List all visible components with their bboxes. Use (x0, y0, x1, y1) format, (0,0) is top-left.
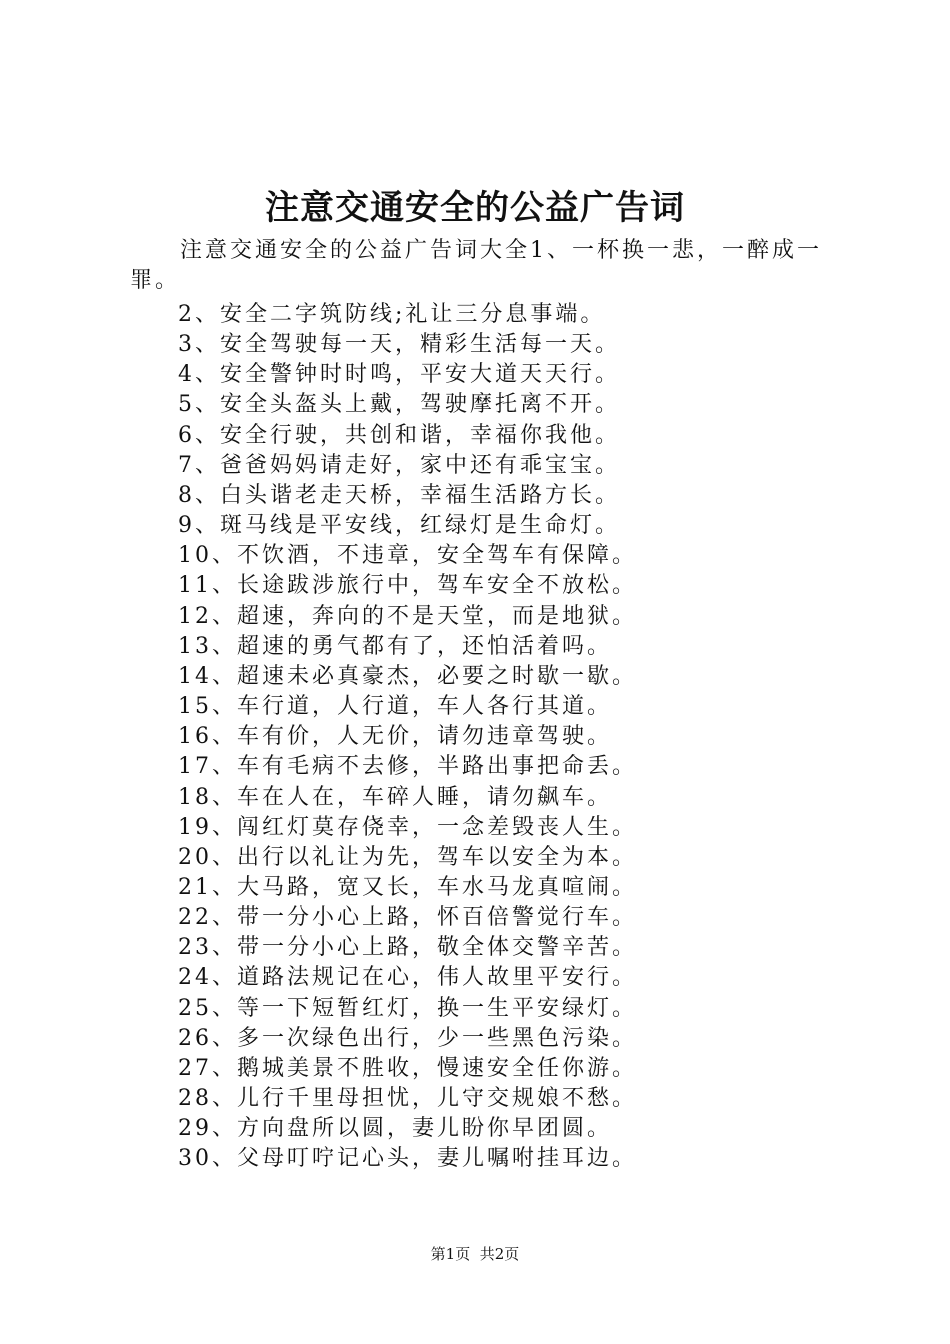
slogan-item: 22、带一分小心上路，怀百倍警觉行车。 (178, 905, 637, 931)
slogan-item: 11、长途跋涉旅行中，驾车安全不放松。 (178, 573, 637, 599)
slogan-item: 25、等一下短暂红灯，换一生平安绿灯。 (178, 995, 637, 1021)
slogan-item: 5、安全头盔头上戴，驾驶摩托离不开。 (178, 392, 620, 418)
slogan-item: 23、带一分小心上路，敬全体交警辛苦。 (178, 935, 637, 961)
slogan-item: 2、安全二字筑防线;礼让三分息事端。 (178, 302, 606, 327)
slogan-item: 17、车有毛病不去修，半路出事把命丢。 (178, 754, 637, 780)
document-title: 注意交通安全的公益广告词 (265, 188, 685, 228)
slogan-item: 10、不饮酒，不违章，安全驾车有保障。 (178, 543, 637, 569)
slogan-item: 28、儿行千里母担忧，儿守交规娘不愁。 (178, 1086, 637, 1112)
page-number: 第1页 (430, 1245, 471, 1263)
slogan-item: 21、大马路，宽又长，车水马龙真喧闹。 (178, 874, 637, 900)
slogan-item: 4、安全警钟时时鸣，平安大道天天行。 (178, 362, 620, 388)
slogan-item: 3、安全驾驶每一天，精彩生活每一天。 (178, 332, 620, 358)
slogan-item: 30、父母叮咛记心头，妻儿嘱咐挂耳边。 (178, 1146, 637, 1172)
page-total: 共2页 (479, 1245, 520, 1263)
slogan-item: 27、鹅城美景不胜收，慢速安全任你游。 (178, 1055, 637, 1081)
slogan-list (178, 300, 858, 1175)
slogan-item: 9、斑马线是平安线，红绿灯是生命灯。 (178, 513, 620, 539)
slogan-item: 18、车在人在，车碎人睡，请勿飙车。 (178, 784, 612, 810)
page-footer (0, 1242, 950, 1266)
slogan-item: 8、白头谐老走天桥，幸福生活路方长。 (178, 482, 620, 508)
intro-paragraph: 注意交通安全的公益广告词大全1、一杯换一悲，一醉成一罪。 (130, 238, 822, 293)
slogan-item: 15、车行道，人行道，车人各行其道。 (178, 694, 612, 720)
slogan-item: 7、爸爸妈妈请走好，家中还有乖宝宝。 (178, 452, 620, 478)
slogan-item: 19、闯红灯莫存侥幸，一念差毁丧人生。 (178, 814, 637, 840)
slogan-item: 6、安全行驶，共创和谐，幸福你我他。 (178, 422, 620, 448)
slogan-item: 12、超速，奔向的不是天堂，而是地狱。 (178, 603, 637, 629)
slogan-item: 13、超速的勇气都有了，还怕活着吗。 (178, 633, 612, 659)
slogan-item: 16、车有价，人无价，请勿违章驾驶。 (178, 724, 612, 750)
slogan-item: 14、超速未必真豪杰，必要之时歇一歇。 (178, 663, 637, 689)
slogan-item: 24、道路法规记在心，伟人故里平安行。 (178, 965, 637, 991)
slogan-item: 29、方向盘所以圆，妻儿盼你早团圆。 (178, 1116, 612, 1142)
slogan-item: 20、出行以礼让为先，驾车以安全为本。 (178, 844, 637, 870)
slogan-item: 26、多一次绿色出行，少一些黑色污染。 (178, 1025, 637, 1051)
